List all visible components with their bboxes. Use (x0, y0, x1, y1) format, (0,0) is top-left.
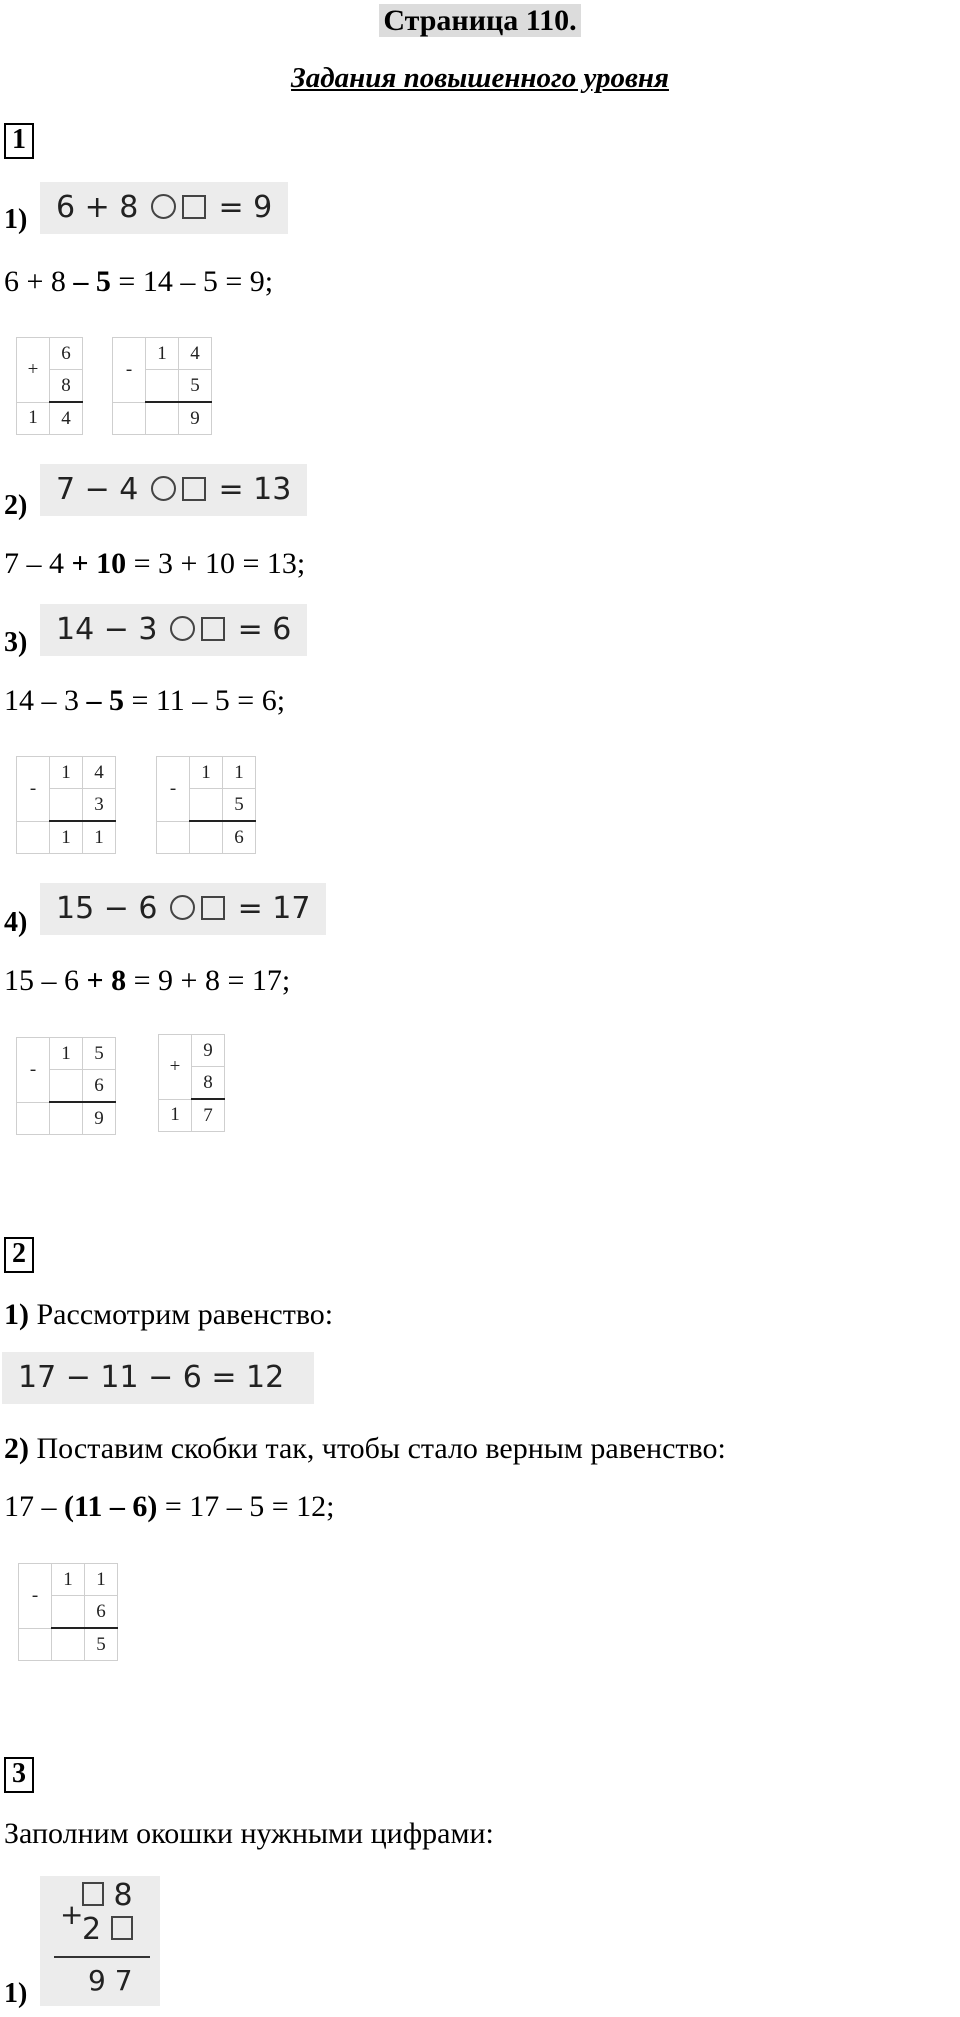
circle-blank-icon (170, 616, 195, 641)
item-label: 4) (4, 907, 28, 938)
equation-image: 7 − 4 = 13 (40, 464, 307, 516)
task-number-2: 2 (4, 1237, 34, 1273)
item-label: 2) (4, 490, 28, 521)
equation-right: = 9 (218, 190, 273, 225)
equation-image: 14 − 3 = 6 (40, 604, 307, 656)
square-blank-icon (201, 896, 225, 920)
item-label: 3) (4, 627, 28, 658)
column-calc: + 6 8 1 4 (16, 337, 83, 435)
column-calc: - 1 1 6 5 (18, 1563, 118, 1661)
solution-line: 17 – (11 – 6) = 17 – 5 = 12; (4, 1490, 335, 1523)
equation-image: 15 − 6 = 17 (40, 883, 326, 935)
step-line: 2) Поставим скобки так, чтобы стало верным равенство: (4, 1432, 726, 1465)
puzzle-row-1: 8 (82, 1878, 133, 1913)
circle-blank-icon (170, 895, 195, 920)
column-calc: - 1 1 5 6 (156, 756, 256, 854)
square-blank-icon (201, 617, 225, 641)
page-subtitle: Задания повышенного уровня (291, 62, 669, 94)
task-number-1: 1 (4, 123, 34, 159)
column-puzzle-image (40, 1876, 160, 2006)
column-calc: - 1 4 5 9 (112, 337, 212, 435)
square-blank-icon (111, 1916, 133, 1940)
step-line: 1) Рассмотрим равенство: (4, 1298, 334, 1331)
column-calc: - 1 5 6 9 (16, 1037, 116, 1135)
equation-image: 17 − 11 − 6 = 12 (2, 1352, 314, 1404)
circle-blank-icon (151, 476, 176, 501)
operator-sign: - (113, 338, 146, 403)
solution-line: 6 + 8 – 5 = 14 – 5 = 9; (4, 265, 274, 298)
plus-sign: + (60, 1898, 84, 1931)
item-label: 1) (4, 204, 28, 235)
sum-line (54, 1956, 150, 1958)
solution-line: 14 – 3 – 5 = 11 – 5 = 6; (4, 684, 286, 717)
column-calc: - 1 4 3 1 1 (16, 756, 116, 854)
solution-line: 15 – 6 + 8 = 9 + 8 = 17; (4, 964, 291, 997)
square-blank-icon (182, 195, 206, 219)
puzzle-row-2: 2 (82, 1912, 133, 1947)
column-calc: + 9 8 1 7 (158, 1034, 225, 1132)
puzzle-result: 9 7 (88, 1964, 133, 1997)
circle-blank-icon (151, 194, 176, 219)
operator-sign: + (17, 338, 50, 403)
task-number-3: 3 (4, 1757, 34, 1793)
square-blank-icon (82, 1882, 104, 1906)
solution-line: 7 – 4 + 10 = 3 + 10 = 13; (4, 547, 306, 580)
equation-left: 6 + 8 (56, 190, 139, 225)
equation-image (40, 182, 288, 234)
square-blank-icon (182, 477, 206, 501)
task-text: Заполним окошки нужными цифрами: (4, 1817, 494, 1850)
item-label: 1) (4, 1978, 28, 2009)
page-title: Страница 110. (0, 4, 960, 38)
